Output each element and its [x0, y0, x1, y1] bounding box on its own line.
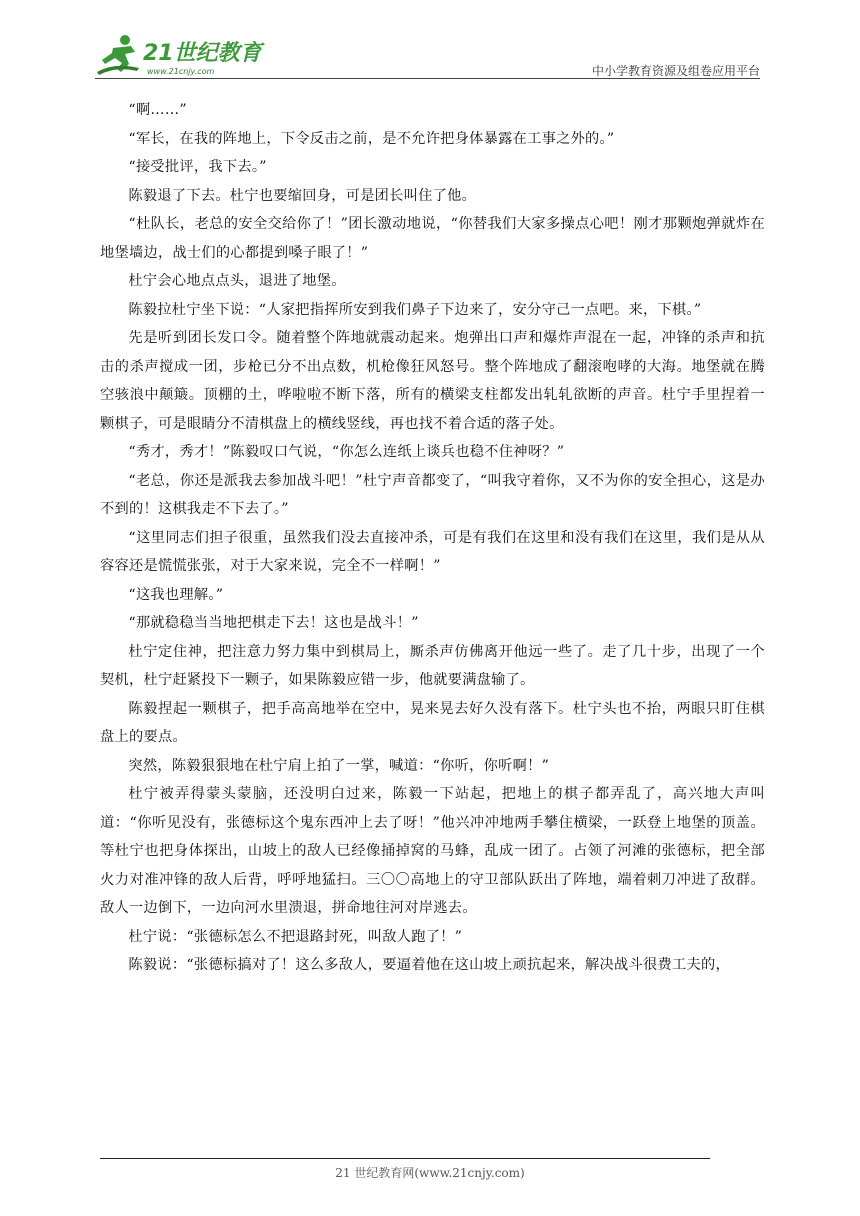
- paragraph: “啊……”: [128, 102, 187, 118]
- paragraph: “军长，在我的阵地上，下令反击之前，是不允许把身体暴露在工事之外的。”: [128, 130, 615, 147]
- paragraph: “接受批评，我下去。”: [128, 159, 267, 175]
- paragraph: 突然，陈毅狠狠地在杜宁肩上拍了一掌，喊道：“你听，你听啊！”: [128, 757, 550, 774]
- runner-icon: [97, 35, 139, 75]
- paragraph: 陈毅拉杜宁坐下说：“人家把指挥所安到我们鼻子下边来了，安分守己一点吧。来，下棋。”: [128, 301, 702, 318]
- paragraph: 陈毅捏起一颗棋子，把手高高地举在空中，晃来晃去好久没有落下。杜宁头也不抬，两眼只盯住棋盘上的要点。: [100, 700, 765, 745]
- paragraph: “杜队长，老总的安全交给你了！”团长激动地说，“你替我们大家多操点心吧！刚才那颗炮弹就炸在地堡墙边，战士们的心都提到嗓子眼了！”: [100, 216, 765, 261]
- site-logo: [95, 32, 265, 78]
- paragraph: 陈毅说：“张德标搞对了！这么多敌人，要逼着他在这山坡上顽抗起来，解决战斗很费工夫的，: [128, 957, 730, 973]
- header-platform-text: 中小学教育资源及组卷应用平台: [591, 64, 760, 78]
- paragraph: 杜宁说：“张德标怎么不把退路封死，叫敌人跑了！”: [128, 928, 463, 945]
- page-footer: 21 世纪教育网(www.21cnjy.com): [335, 1166, 525, 1180]
- paragraph: “秀才，秀才！”陈毅叹口气说，“你怎么连纸上谈兵也稳不住神呀？”: [128, 444, 565, 460]
- svg-text:21世纪教育: 21世纪教育: [143, 41, 262, 66]
- paragraph: “这我也理解。”: [128, 586, 224, 603]
- paragraph: 先是听到团长发口令。随着整个阵地就震动起来。炮弹出口声和爆炸声混在一起，冲锋的杀声和抗击的杀声搅成一团，步枪已分不出点数，机枪像狂风怒号。整个阵地成了翻滚咆哮的大海。地堡就在腾空骇浪中颠簸。顶棚的土，哗啦啦不断下落，所有的横梁支柱都发出轧轧欲断的声音。杜宁手里捏着一颗棋子，可是眼睛分不清棋盘上的横线竖线，再也找不着合适的落子处。: [100, 330, 765, 432]
- document-body: [100, 96, 765, 980]
- paragraph: 陈毅退了下去。杜宁也要缩回身，可是团长叫住了他。: [128, 187, 477, 204]
- paragraph: 杜宁被弄得蒙头蒙脑，还没明白过来，陈毅一下站起，把地上的棋子都弄乱了，高兴地大声叫道：“你听见没有，张德标这个鬼东西冲上去了呀！”他兴冲冲地两手攀住横梁，一跃登上地堡的顶盖。等杜宁也把身体探出，山坡上的敌人已经像捅掉窝的马蜂，乱成一团了。占领了河滩的张德标，把全部火力对准冲锋的敌人后背，呼呼地猛扫。三〇〇高地上的守卫部队跃出了阵地，端着刺刀冲进了敌群。敌人一边倒下，一边向河水里溃退，拼命地往河对岸逃去。: [100, 786, 765, 916]
- paragraph: 杜宁定住神，把注意力努力集中到棋局上，厮杀声仿佛离开他远一些了。走了几十步，出现了一个契机，杜宁赶紧投下一颗子，如果陈毅应错一步，他就要满盘输了。: [100, 643, 765, 688]
- paragraph: “老总，你还是派我去参加战斗吧！”杜宁声音都变了，“叫我守着你，又不为你的安全担心，这是办不到的！这棋我走不下去了。”: [100, 472, 765, 517]
- page-header: [95, 28, 760, 80]
- paragraph: “那就稳稳当当地把棋走下去！这也是战斗！”: [128, 615, 419, 631]
- footer-divider: [100, 1158, 710, 1159]
- paragraph: “这里同志们担子很重，虽然我们没去直接冲杀，可是有我们在这里和没有我们在这里，我们是从从容容还是慌慌张张，对于大家来说，完全不一样啊！”: [100, 529, 765, 574]
- header-divider: [95, 78, 760, 79]
- paragraph: 杜宁会心地点点头，退进了地堡。: [128, 273, 346, 289]
- svg-text:www.21cnjy.com: www.21cnjy.com: [147, 67, 215, 76]
